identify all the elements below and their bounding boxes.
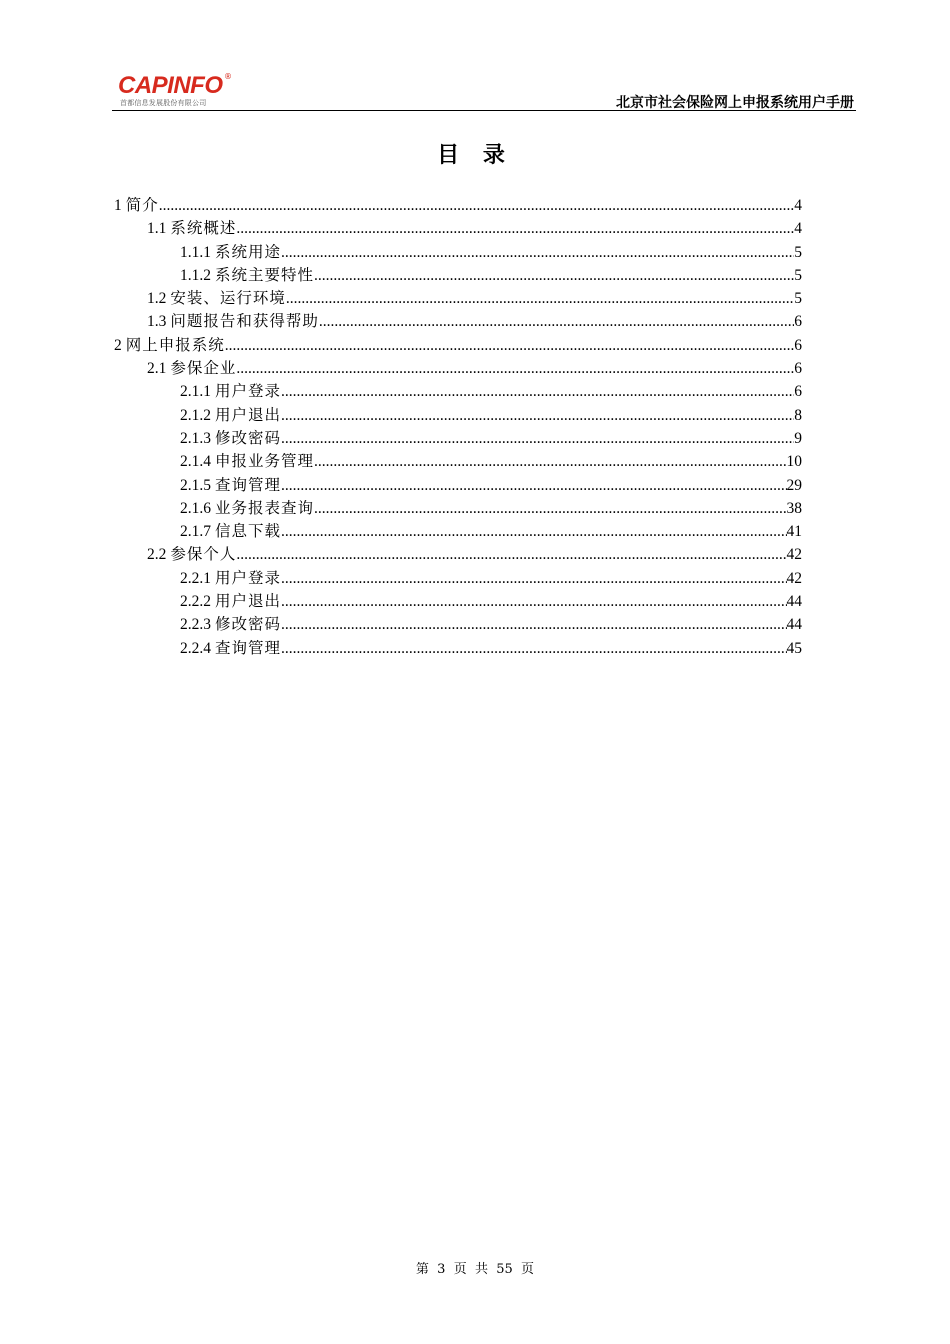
toc-entry-number: 2.1.1: [180, 383, 211, 401]
toc-dot-leader: [281, 590, 786, 613]
toc-entry-label: 问题报告和获得帮助: [170, 312, 319, 331]
toc-dot-leader: [281, 520, 786, 543]
toc-dot-leader: [281, 241, 794, 264]
toc-entry-number: 2.1: [147, 360, 167, 378]
toc-entry[interactable]: [114, 380, 802, 403]
toc-entry-number: 1.1.2: [180, 266, 211, 284]
toc-dot-leader: [225, 334, 794, 357]
logo-company-name: 首都信息发展股份有限公司: [120, 99, 207, 107]
toc-entry-number: 2.1.5: [180, 476, 211, 494]
toc-entry-page: 5: [794, 290, 802, 308]
toc-dot-leader: [314, 497, 786, 520]
toc-entry-number: 2.2.2: [180, 593, 211, 611]
toc-entry[interactable]: [114, 613, 802, 636]
toc-entry[interactable]: [114, 264, 802, 287]
toc-dot-leader: [281, 637, 786, 660]
toc-entry-number: 1.2: [147, 290, 167, 308]
toc-entry-label: 网上申报系统: [125, 335, 225, 354]
toc-entry-label: 用户登录: [215, 568, 282, 587]
toc-entry[interactable]: [114, 427, 802, 450]
toc-entry-number: 2.1.4: [180, 453, 211, 471]
toc-entry-label: 简介: [125, 196, 159, 214]
toc-entry-label: 申报业务管理: [215, 452, 315, 471]
toc-entry-label: 参保企业: [170, 359, 237, 378]
toc-entry-number: 1.1.1: [180, 243, 211, 261]
toc-entry[interactable]: [114, 334, 802, 357]
toc-entry-number: 2.1.7: [180, 523, 211, 541]
toc-entry-page: 44: [786, 593, 802, 611]
toc-entry-page: 8: [794, 406, 802, 424]
toc-entry-page: 38: [786, 499, 802, 517]
company-logo: [118, 74, 248, 108]
toc-entry[interactable]: [114, 287, 802, 310]
toc-dot-leader: [236, 357, 794, 380]
toc-entry-page: 6: [794, 313, 802, 331]
toc-dot-leader: [236, 543, 786, 566]
toc-entry-number: 2.1.6: [180, 499, 211, 517]
toc-entry-page: 44: [786, 616, 802, 634]
toc-dot-leader: [281, 567, 786, 590]
toc-entry-number: 2.2.3: [180, 616, 211, 634]
logo-wordmark: CAPINFO: [118, 72, 223, 99]
toc-entry-page: 6: [794, 383, 802, 401]
toc-dot-leader: [281, 474, 786, 497]
toc-entry-page: 5: [794, 243, 802, 261]
page-header: [112, 74, 856, 111]
toc-dot-leader: [159, 194, 794, 217]
toc-entry-page: 42: [786, 569, 802, 587]
toc-entry[interactable]: [114, 450, 802, 473]
toc-entry-label: 修改密码: [215, 428, 282, 447]
toc-dot-leader: [281, 404, 794, 427]
toc-entry-label: 系统主要特性: [215, 265, 315, 284]
toc-entry-page: 41: [786, 523, 802, 541]
toc-entry-page: 4: [794, 220, 802, 238]
toc-entry-label: 系统用途: [215, 242, 282, 261]
toc-entry-label: 业务报表查询: [215, 498, 315, 517]
toc-entry[interactable]: [114, 497, 802, 520]
page-title: 目 录: [437, 143, 513, 168]
toc-entry-number: 2: [114, 336, 122, 354]
toc-entry-label: 信息下载: [215, 522, 282, 541]
toc-entry-label: 修改密码: [215, 615, 282, 634]
toc-entry-number: 2.1.2: [180, 406, 211, 424]
toc-entry-number: 1.1: [147, 220, 167, 238]
toc-dot-leader: [286, 287, 794, 310]
toc-entry-page: 9: [794, 429, 802, 447]
toc-entry-label: 用户退出: [215, 405, 282, 424]
toc-entry-label: 查询管理: [215, 638, 282, 657]
toc-entry[interactable]: [114, 474, 802, 497]
table-of-contents: [114, 194, 802, 660]
toc-dot-leader: [236, 217, 794, 240]
toc-entry-page: 42: [786, 546, 802, 564]
toc-entry-label: 系统概述: [170, 219, 237, 238]
toc-entry-label: 用户退出: [215, 592, 282, 611]
toc-entry-page: 45: [786, 639, 802, 657]
toc-entry[interactable]: [114, 520, 802, 543]
toc-entry-label: 安装、运行环境: [170, 289, 286, 308]
toc-entry[interactable]: [114, 310, 802, 333]
toc-dot-leader: [281, 613, 786, 636]
page-footer: 第 3 页 共 55 页: [415, 1262, 535, 1277]
toc-dot-leader: [281, 380, 794, 403]
registered-mark: ®: [224, 72, 232, 81]
toc-entry-number: 2.2.4: [180, 639, 211, 657]
toc-entry-label: 查询管理: [215, 475, 282, 494]
toc-entry[interactable]: [114, 543, 802, 566]
toc-entry-page: 6: [794, 336, 802, 354]
toc-entry-page: 4: [794, 197, 802, 214]
document-title: 北京市社会保险网上申报系统用户手册: [616, 95, 854, 111]
toc-entry-page: 29: [786, 476, 802, 494]
toc-dot-leader: [314, 264, 794, 287]
toc-entry[interactable]: [114, 194, 802, 217]
toc-entry[interactable]: [114, 357, 802, 380]
toc-entry-number: 1.3: [147, 313, 167, 331]
toc-entry-number: 2.2.1: [180, 569, 211, 587]
toc-entry-page: 6: [794, 360, 802, 378]
toc-entry[interactable]: [114, 590, 802, 613]
toc-dot-leader: [314, 450, 786, 473]
toc-entry[interactable]: [114, 217, 802, 240]
toc-dot-leader: [319, 310, 794, 333]
toc-entry-label: 参保个人: [170, 545, 237, 564]
toc-dot-leader: [281, 427, 794, 450]
toc-entry-number: 1: [114, 197, 122, 214]
toc-entry[interactable]: [114, 241, 802, 264]
toc-entry-page: 10: [786, 453, 802, 471]
toc-entry-number: 2.1.3: [180, 429, 211, 447]
toc-entry-number: 2.2: [147, 546, 167, 564]
toc-entry-label: 用户登录: [215, 382, 282, 401]
toc-entry[interactable]: [114, 404, 802, 427]
toc-entry[interactable]: [114, 567, 802, 590]
toc-entry[interactable]: [114, 637, 802, 660]
toc-entry-page: 5: [794, 266, 802, 284]
